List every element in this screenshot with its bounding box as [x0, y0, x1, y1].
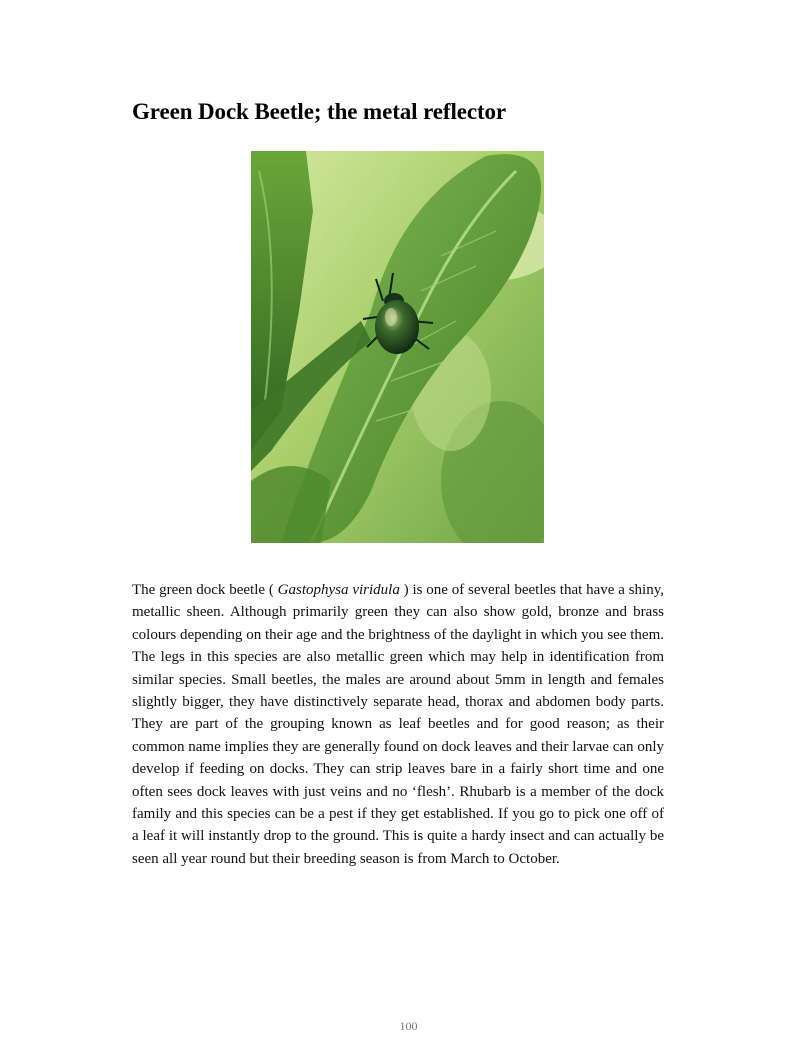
species-name: Gastophysa viridula: [277, 582, 400, 598]
page-title: Green Dock Beetle; the metal reflector: [132, 99, 507, 124]
body-paragraph: [132, 579, 664, 870]
beetle-photo: [251, 151, 544, 543]
paragraph-intro: The green dock beetle (: [132, 582, 278, 598]
beetle-photo-illustration: [251, 151, 544, 543]
page-number: 100: [399, 1019, 418, 1033]
paragraph-body: ) is one of several beetles that have a shiny, metallic sheen. Although primarily green they can also show gold, bronze and brass colours depending on their age and the brightness of the daylight in which you see them. The legs in this species are also metallic green which may help in identification from similar species. Small beetles, the males are around about 5mm in length and females slightly bigger, they have distinctively separate head, thorax and abdomen body parts. They are part of the grouping known as leaf beetles and for good reason; as their common name implies they are generally found on dock leaves and their larvae can only develop if feeding on docks. They can strip leaves bare in a fairly short time and one often sees dock leaves with just veins and no ‘flesh’. Rhubarb is a member of the dock family and this species can be a pest if they get established. If you go to pick one off of a leaf it will instantly drop to the ground. This is quite a hardy insect and can actually be seen all year round but their breeding season is from March to October.: [132, 582, 664, 867]
